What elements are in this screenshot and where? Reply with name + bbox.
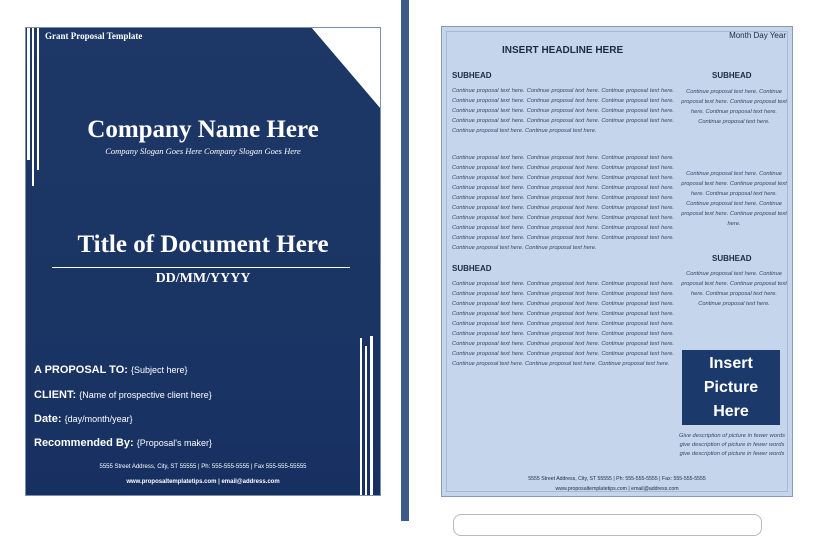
body-text-left-2: Continue proposal text here. Continue proposal text here. Continue proposal text here. Continue proposal text here. Continue proposal text here. Continue proposal text here. Continue proposal text here. Continue proposal text here. Continue proposal text here. Continue proposal text here. Continue proposal text here. Continue proposal text here. Continue proposal text here. Continue proposal text here. Continue proposal text here. Continue proposal text here. Continue proposal text here. Continue proposal text here. Continue proposal text here. Continue proposal text here. Continue proposal text here. Continue proposal text here. Continue proposal text here. Continue proposal text here. Continue proposal text here. Continue proposal text here. Continue proposal text here. Continue proposal text here. Continue proposal text here. bbox=[452, 155, 674, 252]
subhead-left-1: SUBHEAD bbox=[452, 71, 492, 80]
field-label: A PROPOSAL TO: bbox=[34, 364, 128, 376]
decorative-bar bbox=[32, 28, 34, 186]
field-label: CLIENT: bbox=[34, 389, 77, 401]
picture-placeholder-label: Insert Picture Here bbox=[703, 354, 759, 420]
subhead-left-2: SUBHEAD bbox=[452, 264, 492, 273]
client-field bbox=[34, 389, 212, 401]
document-label: Grant Proposal Template bbox=[45, 31, 143, 41]
document-date: DD/MM/YYYY bbox=[155, 271, 251, 286]
field-value: {day/month/year} bbox=[64, 414, 133, 424]
decorative-bar bbox=[360, 338, 362, 495]
company-name: Company Name Here bbox=[87, 116, 319, 143]
field-value: {Name of prospective client here} bbox=[79, 390, 212, 400]
subhead-right-2: SUBHEAD bbox=[712, 254, 752, 263]
cover-corner-cutout bbox=[311, 27, 381, 109]
newsletter-headline: INSERT HEADLINE HERE bbox=[502, 45, 624, 56]
field-label: Date: bbox=[34, 413, 62, 425]
proposal-to-field bbox=[34, 364, 188, 376]
newsletter-address: 5555 Street Address, City, ST 55555 | Ph: 555-555-5555 | Fax: 555-555-5555 bbox=[528, 476, 706, 482]
title-rule bbox=[52, 267, 350, 268]
picture-placeholder[interactable] bbox=[682, 350, 780, 425]
document-title: Title of Document Here bbox=[77, 231, 329, 258]
page-divider bbox=[401, 0, 409, 521]
body-text-left-1: Continue proposal text here. Continue proposal text here. Continue proposal text here. Continue proposal text here. Continue proposal text here. Continue proposal text here. Continue proposal text here. Continue proposal text here. Continue proposal text here. Continue proposal text here. Continue proposal text here. Continue proposal text here. Continue proposal text here. Continue proposal text here. bbox=[452, 88, 674, 135]
picture-caption: Give description of picture in fewer words give description of picture in fewer words give description of picture in fewer words bbox=[679, 433, 785, 457]
cover-address: 5555 Street Address, City, ST 55555 | Ph: 555-555-5555 | Fax 555-555-55555 bbox=[99, 464, 307, 470]
cover-website: www.proposaltemplatetips.com | email@address.com bbox=[126, 479, 280, 485]
body-text-left-3: Continue proposal text here. Continue proposal text here. Continue proposal text here. Continue proposal text here. Continue proposal text here. Continue proposal text here. Continue proposal text here. Continue proposal text here. Continue proposal text here. Continue proposal text here. Continue proposal text here. Continue proposal text here. Continue proposal text here. Continue proposal text here. Continue proposal text here. Continue proposal text here. Continue proposal text here. Continue proposal text here. Continue proposal text here. Continue proposal text here. Continue proposal text here. Continue proposal text here. Continue proposal text here. Continue proposal text here. Continue proposal text here. Continue proposal text here. Continue proposal text here. bbox=[452, 281, 674, 368]
body-text-right-2: Continue proposal text here. Continue proposal text here. Continue proposal text here. Continue proposal text here. Continue proposal text here. Continue proposal text here. Continue proposal text here. bbox=[681, 171, 787, 228]
recommended-by-field bbox=[34, 437, 212, 449]
field-value: {Subject here} bbox=[130, 365, 188, 375]
decorative-bar bbox=[365, 346, 367, 495]
decorative-bar bbox=[370, 336, 373, 495]
field-value: {Proposal's maker} bbox=[136, 438, 212, 448]
subhead-right-1: SUBHEAD bbox=[712, 71, 752, 80]
field-label: Recommended By: bbox=[34, 437, 134, 449]
company-slogan: Company Slogan Goes Here Company Slogan Goes Here bbox=[105, 146, 301, 156]
newsletter-page bbox=[441, 26, 793, 497]
date-field bbox=[34, 413, 133, 425]
newsletter-website: www.proposaltemplatetips.com | email@address.com bbox=[555, 486, 679, 492]
body-text-right-3: Continue proposal text here. Continue proposal text here. Continue proposal text here. Continue proposal text here. Continue proposal text here. bbox=[681, 271, 787, 308]
cover-page bbox=[25, 27, 381, 496]
body-text-right-1: Continue proposal text here. Continue proposal text here. Continue proposal text here. Continue proposal text here. Continue proposal text here. bbox=[681, 89, 787, 126]
next-page-edge bbox=[453, 514, 762, 536]
newsletter-date: Month Day Year bbox=[729, 31, 786, 40]
